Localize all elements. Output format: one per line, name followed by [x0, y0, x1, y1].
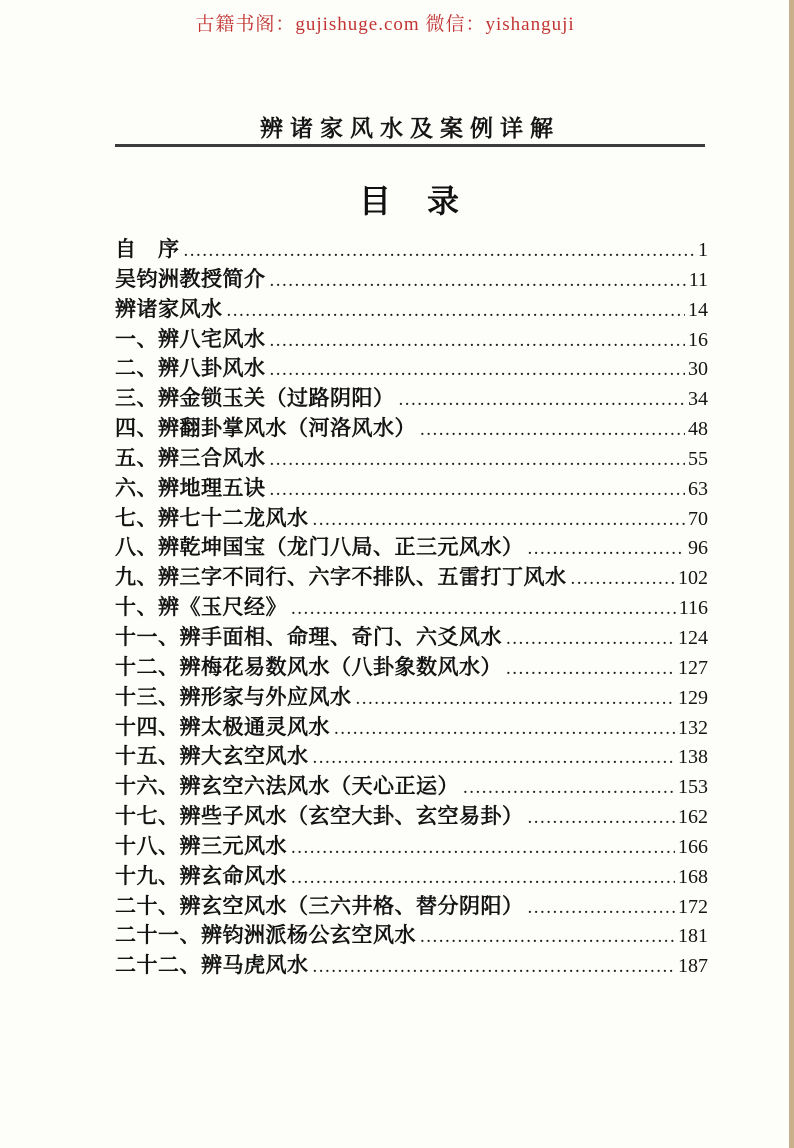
site-watermark — [0, 9, 770, 36]
toc-entry-row — [115, 591, 708, 621]
dot-leader — [334, 718, 675, 740]
toc-entry-row — [115, 860, 708, 890]
toc-entry-row — [115, 352, 708, 382]
toc-entry-page: 132 — [678, 716, 708, 739]
toc-entry-row — [115, 711, 708, 741]
dot-leader — [313, 509, 686, 531]
toc-entry-label: 十七、辨些子风水（玄空大卦、玄空易卦） — [115, 805, 524, 829]
toc-entry-label: 十三、辨形家与外应风水 — [115, 685, 352, 709]
toc-entry-page: 162 — [678, 806, 708, 829]
toc-entry-page: 34 — [688, 388, 708, 411]
header-rule — [115, 144, 705, 147]
dot-leader — [506, 628, 675, 650]
toc-entry-row — [115, 651, 708, 681]
dot-leader — [227, 300, 686, 322]
toc-entry-label: 四、辨翻卦掌风水（河洛风水） — [115, 417, 416, 441]
toc-entry-row — [115, 800, 708, 830]
toc-entry-row — [115, 472, 708, 502]
toc-entry-label: 二十一、辨钧洲派杨公玄空风水 — [115, 924, 416, 948]
dot-leader — [528, 538, 686, 560]
toc-entry-label: 六、辨地理五诀 — [115, 476, 266, 500]
dot-leader — [291, 837, 675, 859]
toc-entry-page: 1 — [698, 239, 708, 261]
dot-leader — [291, 867, 675, 889]
toc-entry-page: 48 — [688, 418, 708, 441]
dot-leader — [291, 598, 676, 620]
toc-entry-label: 二十二、辨马虎风水 — [115, 954, 309, 978]
toc-entry-page: 127 — [678, 656, 708, 679]
dot-leader — [528, 897, 676, 919]
toc-entry-page: 30 — [688, 358, 708, 381]
toc-entry-label: 十、辨《玉尺经》 — [115, 596, 287, 620]
dot-leader — [270, 449, 686, 471]
toc-entry-row — [115, 681, 708, 711]
toc-entry-row — [115, 830, 708, 860]
toc-entry-label: 一、辨八宅风水 — [115, 327, 266, 351]
toc-entry-page: 187 — [678, 955, 708, 978]
toc-entry-row — [115, 890, 708, 920]
toc-entry-row — [115, 561, 708, 591]
toc-entry-row — [115, 770, 708, 800]
toc-entry-row — [115, 919, 708, 949]
toc-entry-page: 102 — [678, 567, 708, 590]
dot-leader — [356, 688, 676, 710]
toc-entry-label: 三、辨金锁玉关（过路阴阳） — [115, 387, 395, 411]
toc-entry-page: 14 — [688, 298, 708, 321]
toc-entry-row — [115, 412, 708, 442]
dot-leader — [399, 389, 686, 411]
toc-entry-row — [115, 293, 708, 323]
toc-entry-label: 十四、辨太极通灵风水 — [115, 715, 330, 739]
toc-entry-label: 十五、辨大玄空风水 — [115, 745, 309, 769]
dot-leader — [571, 568, 676, 590]
toc-entry-page: 138 — [678, 746, 708, 769]
toc-entry-row — [115, 233, 708, 263]
toc-entry-label: 十九、辨玄命风水 — [115, 864, 287, 888]
toc-entry-row — [115, 442, 708, 472]
toc-entry-page: 63 — [688, 477, 708, 500]
dot-leader — [420, 419, 685, 441]
toc-entry-page: 168 — [678, 865, 708, 888]
toc-entry-row — [115, 323, 708, 353]
dot-leader — [506, 658, 675, 680]
toc-entry-label: 八、辨乾坤国宝（龙门八局、正三元风水） — [115, 536, 524, 560]
dot-leader — [313, 956, 676, 978]
scan-edge-strip — [789, 0, 794, 1148]
toc-entry-page: 116 — [678, 597, 708, 620]
toc-entry-row — [115, 382, 708, 412]
dot-leader — [184, 240, 696, 262]
toc-entry-label: 二、辨八卦风水 — [115, 357, 266, 381]
dot-leader — [270, 270, 686, 292]
toc-entry-page: 55 — [688, 447, 708, 470]
dot-leader — [528, 807, 676, 829]
toc-entry-page: 70 — [688, 507, 708, 530]
toc-entry-page: 124 — [678, 626, 708, 649]
toc-entry-label: 九、辨三字不同行、六字不排队、五雷打丁风水 — [115, 566, 567, 590]
toc-entry-page: 96 — [688, 537, 708, 560]
toc-entry-label: 十六、辨玄空六法风水（天心正运） — [115, 775, 459, 799]
toc-entry-label: 吴钧洲教授简介 — [115, 267, 266, 291]
toc-entry-label: 十八、辨三元风水 — [115, 834, 287, 858]
toc-entry-label: 十一、辨手面相、命理、奇门、六爻风水 — [115, 625, 502, 649]
toc-entry-page: 11 — [688, 268, 708, 291]
running-header-title: 辨诸家风水及案例详解 — [260, 116, 560, 141]
dot-leader — [313, 747, 676, 769]
toc-entry-page: 181 — [678, 925, 708, 948]
dot-leader — [420, 926, 675, 948]
toc-title: 目 录 — [358, 183, 461, 219]
toc-entry-label: 辨诸家风水 — [115, 297, 223, 321]
toc-entry-row — [115, 263, 708, 293]
toc-entry-row — [115, 531, 708, 561]
toc-entry-row — [115, 621, 708, 651]
dot-leader — [270, 330, 686, 352]
dot-leader — [270, 359, 686, 381]
toc-list — [115, 233, 708, 979]
toc-entry-row — [115, 949, 708, 979]
toc-entry-row — [115, 740, 708, 770]
toc-entry-label: 二十、辨玄空风水（三六井格、替分阴阳） — [115, 894, 524, 918]
dot-leader — [270, 479, 686, 501]
toc-entry-page: 129 — [678, 686, 708, 709]
toc-entry-page: 166 — [678, 835, 708, 858]
toc-entry-page: 16 — [688, 328, 708, 351]
toc-entry-label: 七、辨七十二龙风水 — [115, 506, 309, 530]
toc-entry-label: 五、辨三合风水 — [115, 446, 266, 470]
toc-entry-page: 153 — [678, 776, 708, 799]
toc-entry-label: 十二、辨梅花易数风水（八卦象数风水） — [115, 655, 502, 679]
toc-entry-row — [115, 502, 708, 532]
dot-leader — [463, 777, 675, 799]
site-watermark-text: 古籍书阁：gujishuge.com 微信：yishanguji — [195, 14, 575, 35]
toc-entry-page: 172 — [678, 895, 708, 918]
toc-entry-label: 自 序 — [115, 238, 180, 261]
